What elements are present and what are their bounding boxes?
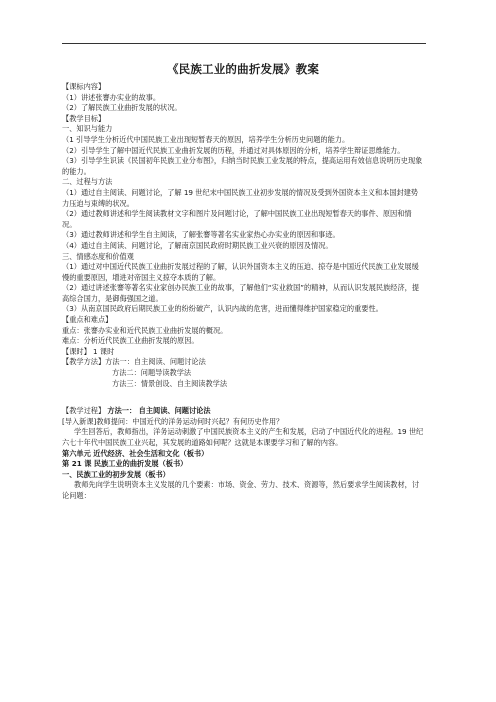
text-line: 学生回答后，教师指出，洋务运动刺激了中国民族资本主义的产生和发展，启动了中国近代化的进程。19 世纪六七十年代中国民族工业兴起，其发展的道路如何呢？这就是本课要学习和了解的内容。 — [62, 427, 424, 447]
text-line: 【教学方法】方法一：自主阅读、问题讨论法 — [62, 357, 206, 367]
text-line — [62, 406, 424, 417]
text-line: 第 21 课 民族工业的曲折发展（板书） — [62, 459, 188, 469]
text-line: （2）通过教师讲述和学生阅读教材文字和图片及问题讨论，了解中国民族工业出现短暂春天的事件、原因和情况。 — [62, 209, 412, 229]
text-line: （1）通过自主阅读、问题讨论，了解 19 世纪末中国民族工业初步发展的情况及受到外国资本主义和本国封建势力压迫与束缚的状况。 — [62, 187, 419, 208]
text-line: 方法二：问题导读教学法 — [112, 368, 192, 378]
text-line: （2）通过讲述张謇等著名实业家创办民族工业的故事，了解他们“实业救国”的精神，从而认识发展民族经济，提高综合国力，是御侮强国之道。 — [62, 283, 420, 303]
header-rule — [62, 43, 426, 44]
document-title: 《民族工业的曲折发展》教案 — [166, 62, 320, 76]
section-label: 【教学过程】 — [62, 406, 108, 416]
text-line: 【重点和难点】 — [62, 315, 113, 325]
method-label: 方法一： 自主阅读、问题讨论法 — [107, 406, 211, 416]
text-line: 教师先向学生说明资本主义发展的几个要素：市场、资金、劳力、技术、资源等，然后要求学生阅读教材，讨论问题： — [62, 480, 420, 500]
text-line: 重点：张謇办实业和近代民族工业曲折发展的概况。 — [62, 325, 228, 335]
text-line: 一、知识与能力 — [62, 124, 113, 134]
text-line: （3）通过教师讲述和学生自主阅读，了解张謇等著名实业家热心办实业的原因和事迹。 — [62, 230, 340, 240]
text-line: 一、民族工业的初步发展（板书） — [62, 469, 170, 479]
spacer — [62, 389, 424, 406]
text-line: 难点：分析近代民族工业曲折发展的原因。 — [62, 336, 199, 346]
text-line: 三、情感态度和价值观 — [62, 251, 134, 261]
text-line: （2）了解民族工业曲折发展的状况。 — [62, 103, 182, 113]
text-line: 方法三：情景创设、自主阅读教学法 — [112, 378, 228, 388]
text-line: 第六单元 近代经济、社会生活和文化（板书） — [62, 448, 209, 458]
text-line: （2）引导学生了解中国近代民族工业曲折发展的历程，并通过对具体原因的分析，培养学生辩证思维能力。 — [62, 145, 405, 155]
text-line: 【课标内容】 — [62, 82, 106, 91]
text-line: 【教学目标】 — [62, 113, 106, 123]
text-line: （3）从南京国民政府后期民族工业的纷纷破产，认识内战的危害，进而懂得维护国家稳定的重要性。 — [62, 304, 383, 314]
document-body — [62, 82, 424, 502]
text-line: （3）引导学生识读《民国初年民族工业分布图》，归纳当时民族工业发展的特点，提高运用有效信息说明历史现象的能力。 — [62, 156, 423, 176]
text-line: （1）通过对中国近代民族工业曲折发展过程的了解，认识外国资本主义的压迫、掠夺是中国近代民族工业发展缓慢的重要原因，增进对帝国主义掠夺本质的了解。 — [62, 262, 419, 282]
text-line: （1 引导学生分析近代中国民族工业出现短暂春天的原因，培养学生分析历史问题的能力。 — [62, 134, 350, 144]
text-line: [导入新课]教师提问：中国近代的洋务运动何时兴起？有何历史作用？ — [62, 416, 284, 426]
text-line: 【课时】 1 课时 — [62, 346, 115, 356]
text-line: （1）讲述张謇办实业的故事。 — [62, 92, 161, 102]
text-line: 二、过程与方法 — [62, 177, 113, 187]
document-page — [62, 62, 424, 502]
text-line: （4）通过自主阅读、问题讨论，了解南京国民政府时期民族工业兴衰的原因及情况。 — [62, 240, 333, 250]
